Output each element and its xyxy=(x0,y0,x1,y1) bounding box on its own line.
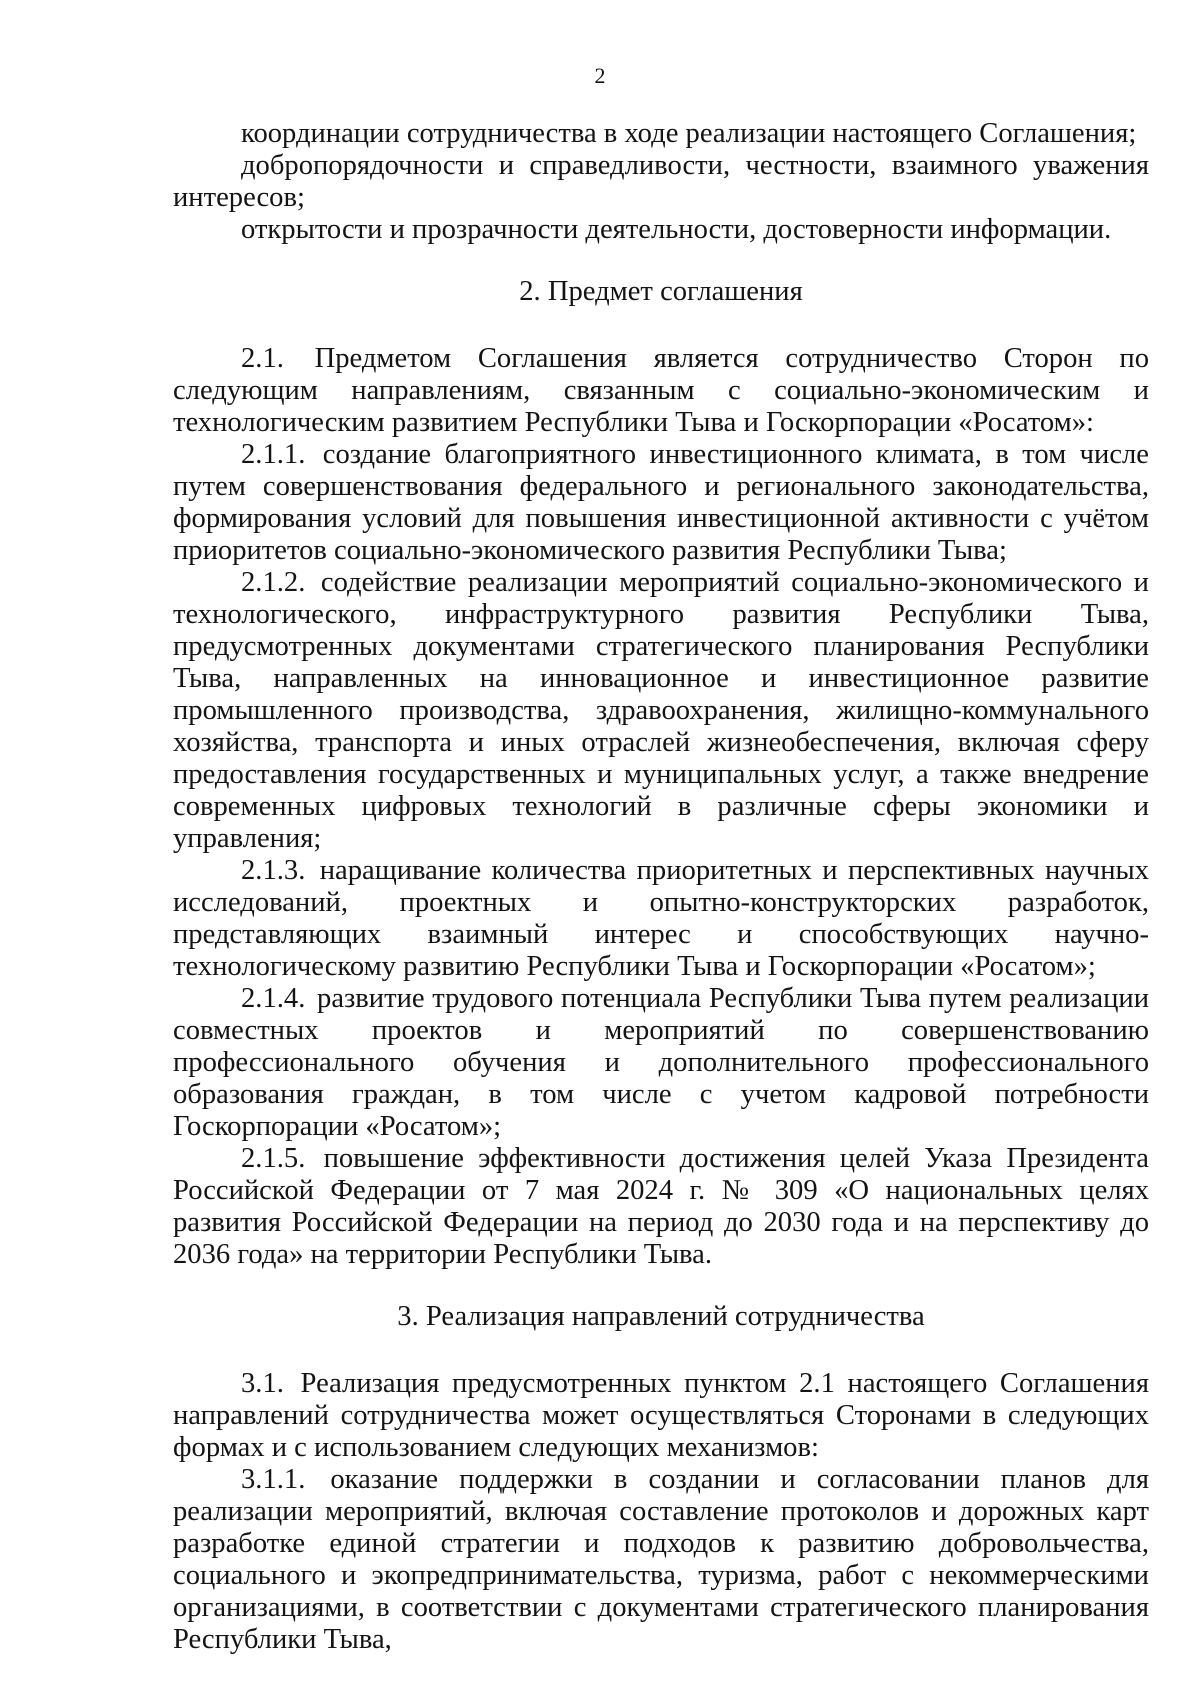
clause-number: 2.1.2. xyxy=(241,567,306,598)
clause-number: 3.1. xyxy=(241,1368,284,1399)
intro-item: координации сотрудничества в ходе реализации настоящего Соглашения; xyxy=(241,118,1137,149)
clause-2-1-3 xyxy=(173,855,1149,983)
clause-text: оказание поддержки в создании и согласовании планов для реализации мероприятий, включая составление протоколов и дорожных карт разработке единой стратегии и подходов к развитию добровольчества, социального и экопредпринимательства, туризма, работ с некоммерческими организациями, в соответствии с документами стратегического планирования Республики Тыва, xyxy=(173,1464,1149,1655)
clause-2-1-1 xyxy=(173,439,1149,567)
clause-number: 2.1.4. xyxy=(241,983,306,1014)
clause-3-1-1 xyxy=(173,1464,1149,1656)
page-number: 2 xyxy=(594,63,606,88)
clause-2-1-5 xyxy=(173,1143,1149,1271)
clause-3-1 xyxy=(173,1368,1149,1464)
section-3-heading: 3. Реализация направлений сотрудничества xyxy=(397,1301,925,1332)
clause-number: 2.1.5. xyxy=(241,1143,306,1174)
clause-text: содействие реализации мероприятий социально-экономического и технологического, инфраструктурного развития Республики Тыва, предусмотренных документами стратегического планирования Республики Тыва, направленных на инновационное и инвестиционное развитие промышленного производства, здравоохранения, жилищно-коммунального хозяйства, транспорта и иных отраслей жизнеобеспечения, включая сферу предоставления государственных и муниципальных услуг, а также внедрение современных цифровых технологий в различные сферы экономики и управления; xyxy=(173,567,1149,854)
clause-text: Реализация предусмотренных пунктом 2.1 настоящего Соглашения направлений сотрудничества может осуществляться Сторонами в следующих формах и с использованием следующих механизмов: xyxy=(173,1368,1149,1463)
intro-item: открытости и прозрачности деятельности, достоверности информации. xyxy=(241,214,1112,245)
intro-item: добропорядочности и справедливости, честности, взаимного уважения интересов; xyxy=(173,150,1149,213)
clause-text: развитие трудового потенциала Республики Тыва путем реализации совместных проектов и мероприятий по совершенствованию профессионального обучения и дополнительного профессионального образования граждан, в том числе с учетом кадровой потребности Госкорпорации «Росатом»; xyxy=(173,983,1149,1142)
clause-number: 2.1.1. xyxy=(241,439,306,470)
clause-number: 2.1. xyxy=(241,343,284,374)
clause-2-1-2 xyxy=(173,567,1149,855)
clause-text: повышение эффективности достижения целей Указа Президента Российской Федерации от 7 мая 2024 г. № 309 «О национальных целях развития Российской Федерации на период до 2030 года и на перспективу до 2036 года» на территории Республики Тыва. xyxy=(173,1143,1149,1270)
clause-text: Предметом Соглашения является сотрудничество Сторон по следующим направлениям, связанным с социально-экономическим и технологическим развитием Республики Тыва и Госкорпорации «Росатом»: xyxy=(173,343,1149,438)
clause-text: создание благоприятного инвестиционного климата, в том числе путем совершенствования федерального и регионального законодательства, формирования условий для повышения инвестиционной активности с учётом приоритетов социально-экономического развития Республики Тыва; xyxy=(173,439,1149,566)
clause-text: наращивание количества приоритетных и перспективных научных исследований, проектных и опытно-конструкторских разработок, представляющих взаимный интерес и способствующих научно-технологическому развитию Республики Тыва и Госкорпорации «Росатом»; xyxy=(173,855,1149,982)
document-body xyxy=(173,118,1149,1656)
clause-2-1 xyxy=(173,343,1149,439)
section-2-heading: 2. Предмет соглашения xyxy=(519,276,803,307)
clause-number: 3.1.1. xyxy=(241,1464,306,1495)
clause-2-1-4 xyxy=(173,983,1149,1143)
clause-number: 2.1.3. xyxy=(241,855,306,886)
